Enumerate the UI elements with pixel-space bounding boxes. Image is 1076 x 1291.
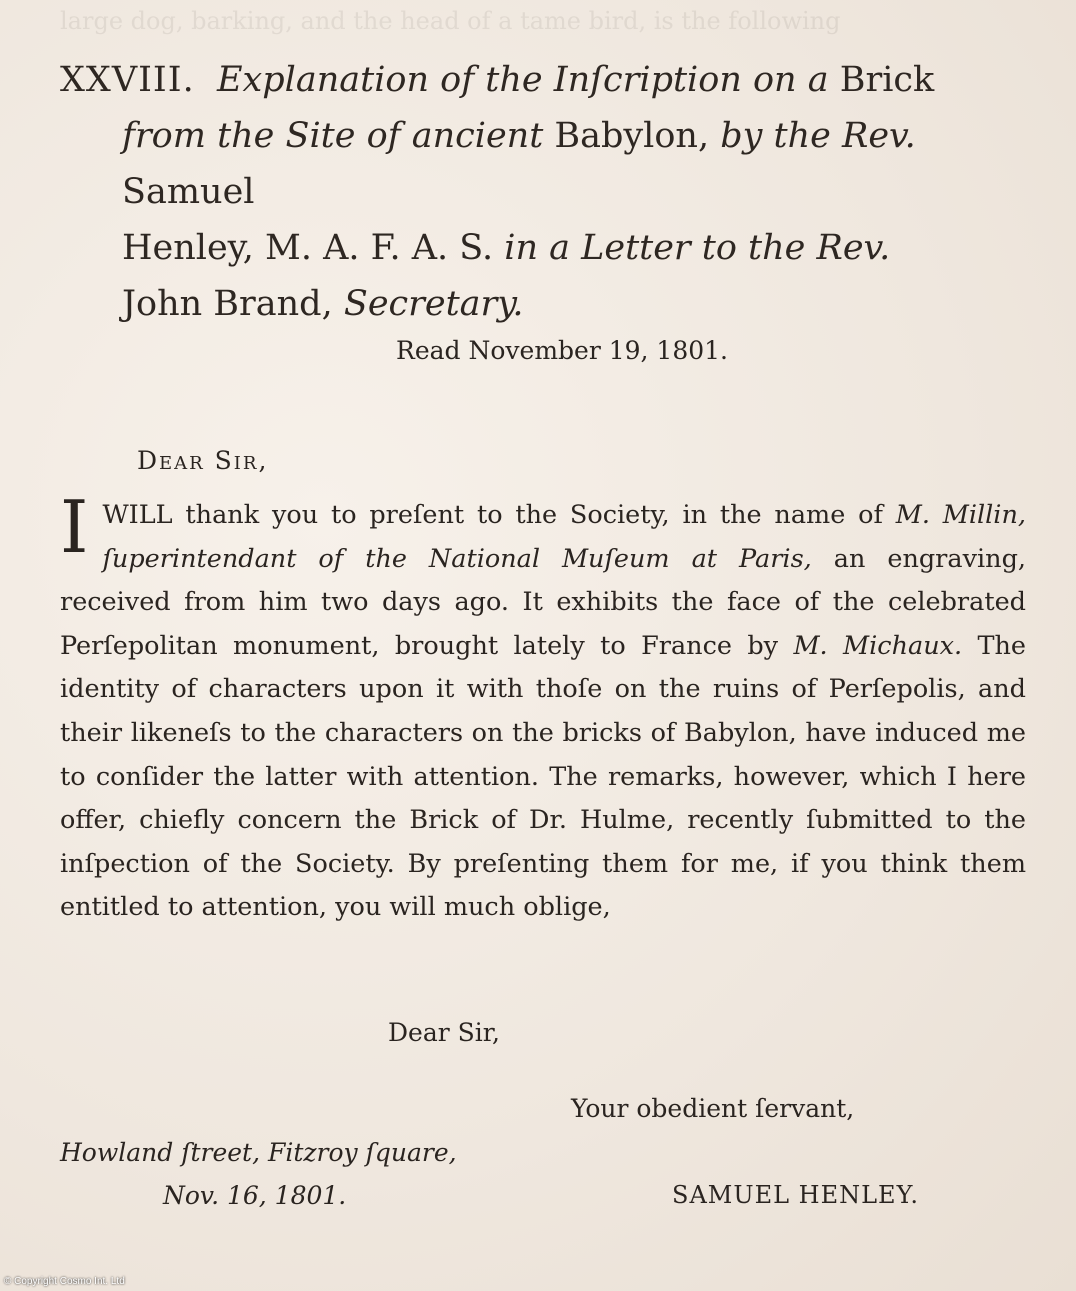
read-date: Read November 19, 1801.: [396, 336, 728, 365]
heading-part-4: Babylon,: [554, 116, 710, 156]
article-heading: [60, 52, 1030, 332]
signature: SAMUEL HENLEY.: [672, 1181, 919, 1209]
address: Howland ſtreet, Fitzroy ſquare,: [60, 1138, 457, 1167]
copyright-watermark: © Copyright Cosmo Int. Ltd: [4, 1276, 125, 1287]
salutation: Dear Sir,: [137, 446, 269, 475]
closing-servant: Your obedient ſervant,: [571, 1094, 855, 1123]
body-italic-1: M. Millin, ſuperintendant of the National Muſeum at Paris,: [102, 500, 1026, 574]
letter-date: Nov. 16, 1801.: [163, 1181, 347, 1210]
bleed-through-text: large dog, barking, and the head of a tame bird, is the following: [60, 7, 841, 35]
heading-part-5: by the Rev.: [709, 116, 916, 156]
heading-part-8: in a Letter to the Rev.: [504, 228, 891, 268]
heading-part-10: Secretary.: [343, 284, 524, 324]
heading-part-6: Samuel: [122, 172, 255, 212]
closing-salutation: Dear Sir,: [388, 1018, 500, 1047]
article-number: XXVIII.: [60, 60, 195, 100]
heading-part-2: Brick: [839, 60, 935, 100]
body-text-3: The identity of characters upon it with thoſe on the ruins of Perſepolis, and their likeneſs to the characters on the bricks of Babylon, have induced me to conſider the latter with attention. The remarks, however, which I here offer, chiefly concern the Brick of Dr. Hulme, recently ſubmitted to the inſpection of the Society. By preſenting them for me, if you think them entitled to attention, you will much oblige,: [60, 630, 1027, 923]
heading-part-3: from the Site of ancient: [122, 116, 544, 156]
heading-part-7: Henley, M. A. F. A. S.: [122, 228, 494, 268]
body-text-1: WILL thank you to preſent to the Society, in the name of: [102, 500, 883, 530]
heading-part-9: John Brand,: [122, 284, 333, 324]
drop-cap: I: [60, 485, 89, 569]
body-text-2: an engraving, received from him two days ago. It exhibits the face of the celebrated Perſepolitan monument, brought lately to France by: [60, 543, 1026, 661]
letter-body: [60, 485, 1027, 930]
heading-part-1: Explanation of the Inſcription on a: [216, 60, 829, 100]
body-italic-2: M. Michaux.: [793, 630, 963, 661]
